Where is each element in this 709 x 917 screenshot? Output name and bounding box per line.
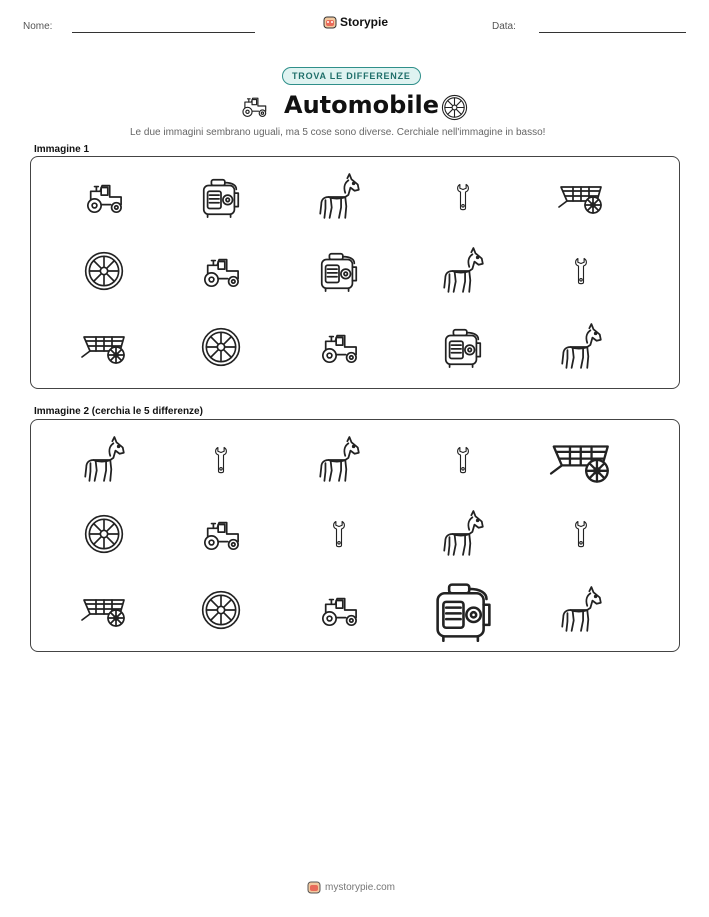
storypie-mascot-icon [323,15,337,29]
date-label: Data: [492,21,516,32]
grid-cell [423,161,503,233]
grid-cell [299,235,379,307]
footer-url[interactable]: mystorypie.com [325,881,396,893]
panel1-label: Immagine 1 [34,144,90,155]
tractor-icon [81,178,127,216]
cart-icon [79,327,129,367]
brand-logo [323,15,388,29]
grid-cell[interactable] [64,424,144,496]
generator-icon [440,324,486,370]
cart-icon [547,433,615,487]
wrench-icon [566,510,596,558]
horse-icon [314,435,364,485]
wrench-icon [206,436,236,484]
grid-cell[interactable] [299,424,379,496]
horse-icon [314,172,364,222]
grid-cell[interactable] [423,498,503,570]
tractor-icon [316,591,362,629]
generator-icon [429,576,498,645]
wrench-icon [448,436,478,484]
generator-icon [316,248,362,294]
wheel-icon [82,249,126,293]
grid-cell [541,161,621,233]
grid-cell[interactable] [541,498,621,570]
grid-cell[interactable] [64,498,144,570]
grid-cell[interactable] [299,574,379,646]
grid-cell [181,235,261,307]
grid-cell [181,311,261,383]
storypie-mascot-icon [307,880,321,894]
image-panel-1 [30,156,680,389]
wrench-icon [448,173,478,221]
grid-cell [423,235,503,307]
tractor-icon [198,515,244,553]
activity-badge: TROVA LE DIFFERENZE [282,67,421,85]
wheel-icon [199,588,243,632]
footer [307,880,395,894]
tractor-icon [198,252,244,290]
grid-cell[interactable] [299,498,379,570]
grid-cell [541,311,621,383]
cart-icon [556,177,606,217]
horse-icon [556,322,606,372]
image-panel-2[interactable] [30,419,680,652]
wheel-icon [199,325,243,369]
grid-cell[interactable] [64,574,144,646]
grid-cell [181,161,261,233]
name-label: Nome: [23,21,53,32]
horse-icon [556,585,606,635]
wheel-icon [440,93,469,122]
date-line[interactable] [539,32,686,33]
tractor-icon [238,93,270,119]
grid-cell [299,161,379,233]
horse-icon [79,435,129,485]
page-title: Automobile [284,91,440,119]
horse-icon [438,509,488,559]
grid-cell[interactable] [541,424,621,496]
title-tractor [238,93,270,124]
instructions: Le due immagini sembrano uguali, ma 5 cose sono diverse. Cerchiale nell'immagine in basso! [130,127,546,138]
grid-cell [64,161,144,233]
wrench-icon [566,247,596,295]
grid-cell [64,311,144,383]
title-wheel [440,93,469,127]
grid-cell[interactable] [181,424,261,496]
wheel-icon [82,512,126,556]
grid-cell[interactable] [423,574,503,646]
cart-icon [79,590,129,630]
generator-icon [198,174,244,220]
grid-cell [423,311,503,383]
grid-cell[interactable] [541,574,621,646]
tractor-icon [316,328,362,366]
wrench-icon [324,510,354,558]
grid-cell[interactable] [181,498,261,570]
panel2-label: Immagine 2 (cerchia le 5 differenze) [34,406,203,417]
grid-cell [64,235,144,307]
brand-name: Storypie [340,15,389,29]
grid-cell[interactable] [423,424,503,496]
grid-cell[interactable] [181,574,261,646]
grid-cell [299,311,379,383]
grid-cell [541,235,621,307]
name-line[interactable] [72,32,255,33]
badge-wrap [282,67,421,85]
horse-icon [438,246,488,296]
